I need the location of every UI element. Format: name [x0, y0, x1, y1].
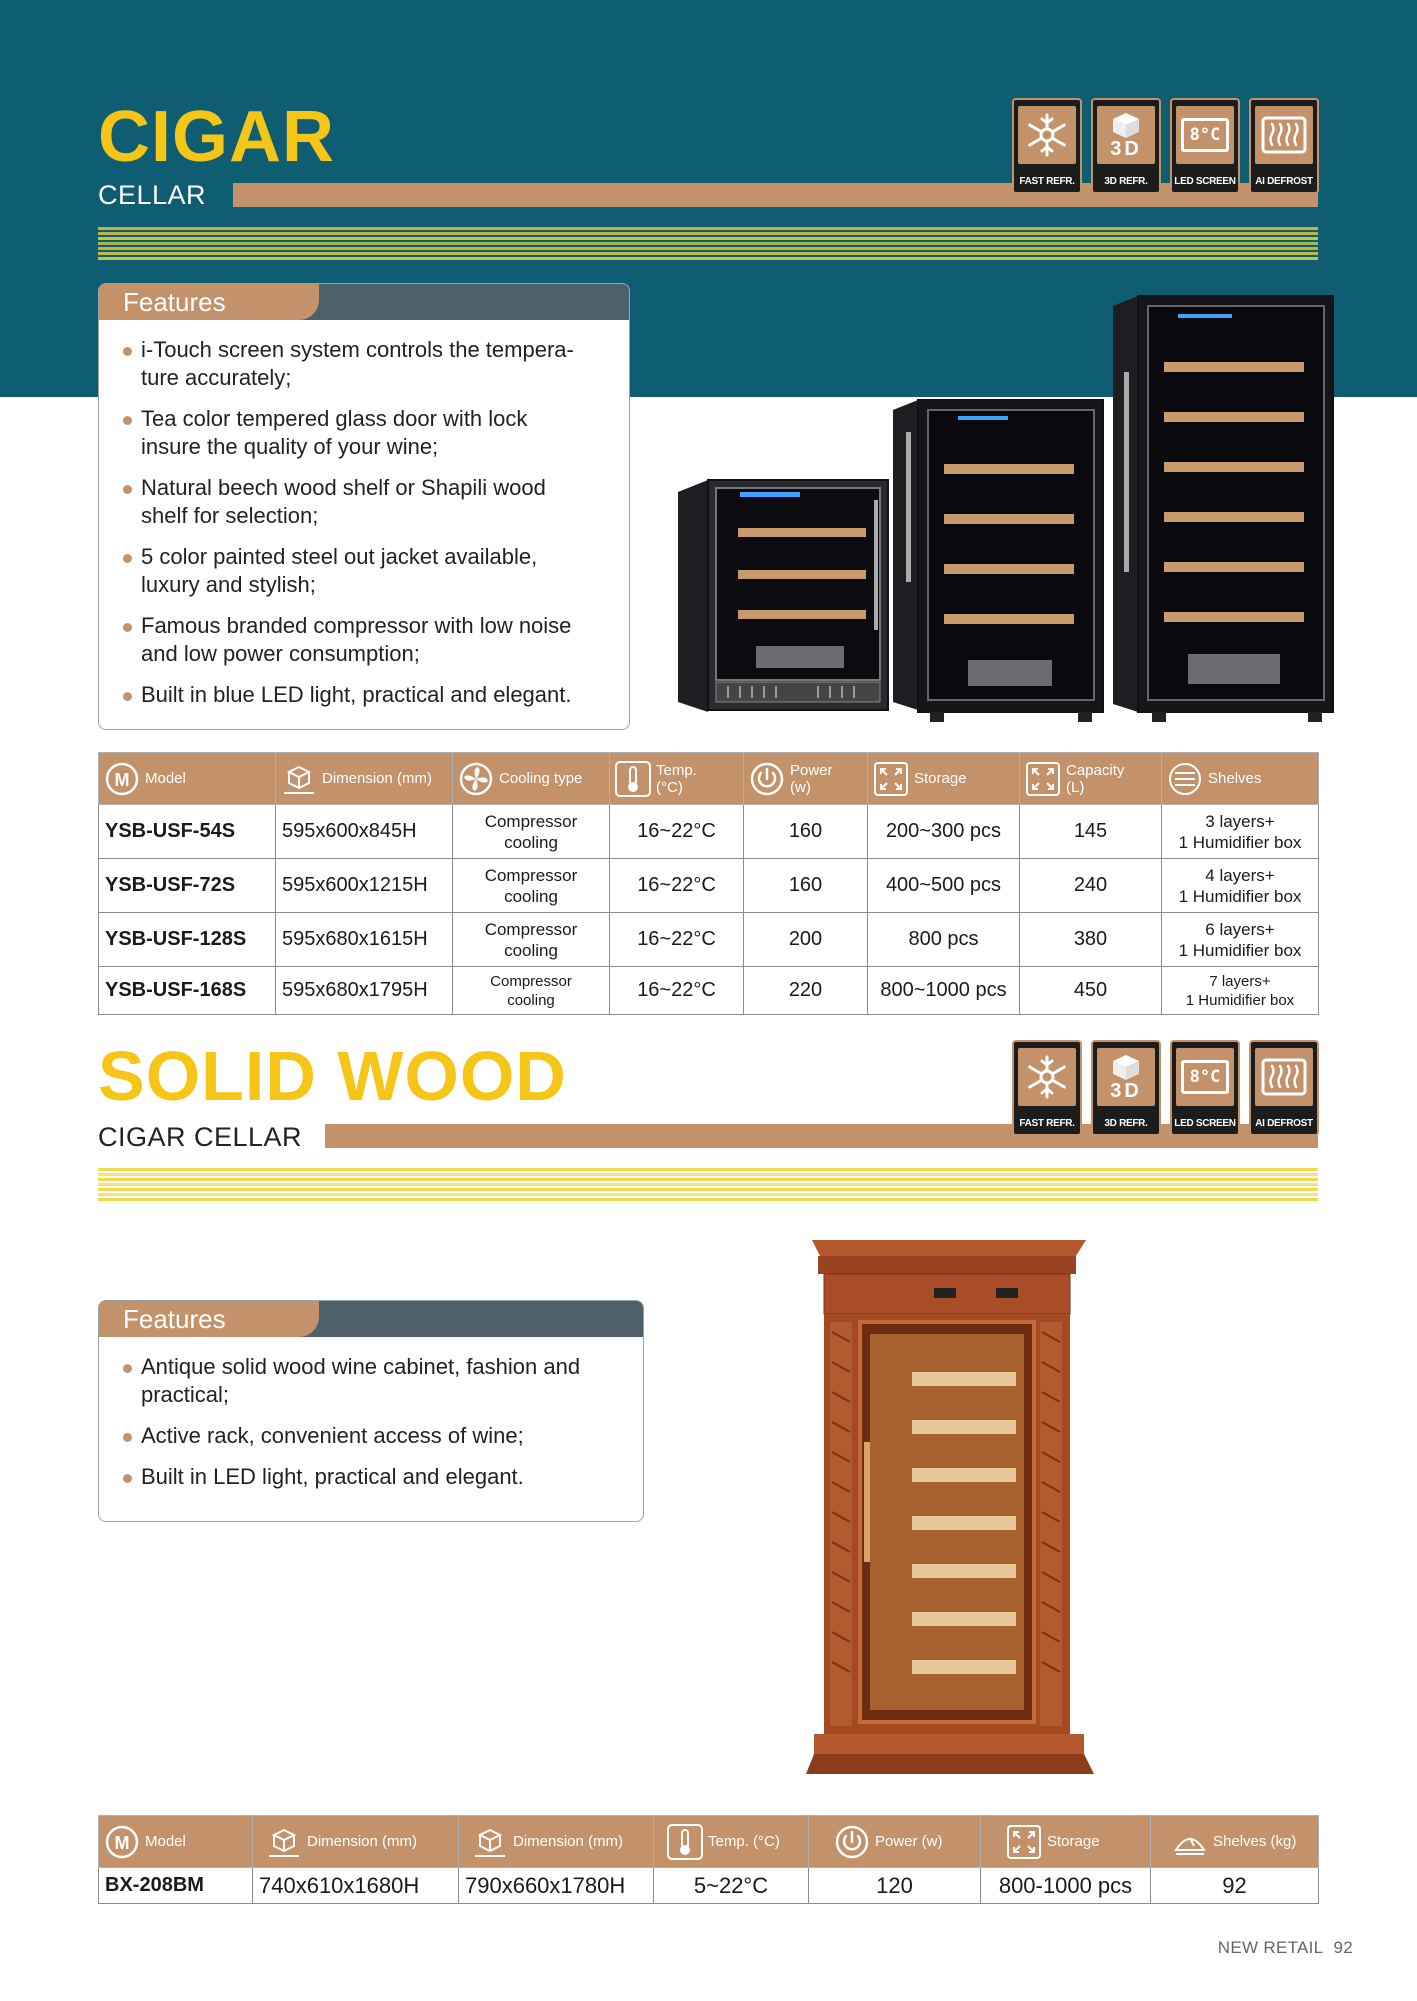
- power-icon: [749, 761, 785, 797]
- solid-wood-cabinet-photo: [800, 1222, 1100, 1794]
- storage-icon: [1006, 1824, 1042, 1860]
- shelves-icon: [1167, 761, 1203, 797]
- led-screen-icon: [1181, 1060, 1229, 1094]
- col-dimension-b-label: Dimension (mm): [513, 1833, 624, 1850]
- col-shelves: [1151, 1816, 1319, 1868]
- table-row: [99, 913, 1319, 967]
- col-shelves-label: Shelves: [1208, 770, 1262, 787]
- col-power: [809, 1816, 981, 1868]
- ai-defrost-badge: [1249, 1040, 1319, 1136]
- cell-model: YSB-USF-72S: [99, 859, 276, 913]
- cell-temp: 16~22°C: [610, 859, 744, 913]
- cell-temp: 16~22°C: [610, 805, 744, 859]
- col-storage: [868, 753, 1020, 805]
- col-shelves-label: Shelves (kg): [1213, 1833, 1297, 1850]
- cell-shelves: 3 layers+ 1 Humidifier box: [1162, 805, 1319, 859]
- led-screen-readout: 8°C: [1189, 1067, 1221, 1087]
- fast-refr-badge: [1012, 98, 1082, 194]
- led-screen-label: LED SCREEN: [1174, 176, 1236, 187]
- led-screen-badge: [1170, 1040, 1240, 1136]
- section1-features-list: [99, 320, 629, 709]
- page-footer: [1218, 1938, 1353, 1958]
- cell-power: 160: [744, 859, 868, 913]
- col-cooling: [453, 753, 610, 805]
- col-temp-label: Temp. (°C): [708, 1833, 780, 1850]
- 3d-refr-label: 3D REFR.: [1104, 1118, 1148, 1129]
- cell-shelves: 4 layers+ 1 Humidifier box: [1162, 859, 1319, 913]
- col-dimension-label: Dimension (mm): [322, 770, 433, 787]
- section1-spec-table: [98, 752, 1319, 1015]
- table-header-row: [99, 1816, 1319, 1868]
- cube-3d-icon: [1111, 111, 1141, 139]
- col-dimension-a: [253, 1816, 459, 1868]
- section2-features-panel: [98, 1300, 644, 1522]
- col-dimension-b: [459, 1816, 654, 1868]
- col-model-label: Model: [145, 770, 186, 787]
- scale-icon: [1172, 1824, 1208, 1860]
- cell-model: YSB-USF-54S: [99, 805, 276, 859]
- section2-stripes: [98, 1168, 1318, 1202]
- thermometer-icon: [615, 761, 651, 797]
- col-temp: [610, 753, 744, 805]
- ai-defrost-label: AI DEFROST: [1255, 176, 1313, 187]
- feature-item: Built in blue LED light, practical and elegant.: [121, 681, 591, 709]
- cell-dimension-b: 790x660x1780H: [459, 1868, 654, 1904]
- cell-model: YSB-USF-128S: [99, 913, 276, 967]
- snowflake-icon: [1023, 111, 1071, 159]
- defrost-icon: [1260, 1057, 1308, 1097]
- cellar-tall-image: [1113, 296, 1333, 722]
- cell-temp: 16~22°C: [610, 913, 744, 967]
- section2-spec-table: [98, 1815, 1319, 1904]
- col-capacity: [1020, 753, 1162, 805]
- defrost-icon: [1260, 115, 1308, 155]
- cell-shelves: 6 layers+ 1 Humidifier box: [1162, 913, 1319, 967]
- fast-refr-label: FAST REFR.: [1019, 1118, 1075, 1129]
- col-power-label: Power (w): [875, 1833, 943, 1850]
- ai-defrost-label: AI DEFROST: [1255, 1118, 1313, 1129]
- cell-dimension-a: 740x610x1680H: [253, 1868, 459, 1904]
- col-model: [99, 1816, 253, 1868]
- cellar-medium-image: [893, 400, 1103, 722]
- led-screen-badge: [1170, 98, 1240, 194]
- dimension-icon: [266, 1824, 302, 1860]
- col-temp: [654, 1816, 809, 1868]
- section1-features-heading: Features: [99, 284, 319, 320]
- cell-power: 120: [809, 1868, 981, 1904]
- section2-features-list: [99, 1337, 643, 1491]
- cell-power: 200: [744, 913, 868, 967]
- table-row: [99, 859, 1319, 913]
- col-power: [744, 753, 868, 805]
- section1-stripes: [98, 227, 1318, 261]
- col-power-label: Power: [790, 761, 833, 779]
- feature-item: 5 color painted steel out jacket available, luxury and stylish;: [121, 543, 591, 599]
- col-temp-unit: (°C): [656, 778, 683, 796]
- cell-storage: 800-1000 pcs: [981, 1868, 1151, 1904]
- capacity-icon: [1025, 761, 1061, 797]
- led-screen-readout: 8°C: [1189, 125, 1221, 145]
- cell-model: YSB-USF-168S: [99, 967, 276, 1015]
- table-header-row: [99, 753, 1319, 805]
- cell-dimension: 595x600x1215H: [276, 859, 453, 913]
- 3d-text: 3D: [1110, 138, 1142, 160]
- feature-item: i-Touch screen system controls the tempera- ture accurately;: [121, 336, 591, 392]
- feature-item: Natural beech wood shelf or Shapili wood shelf for selection;: [121, 474, 591, 530]
- cell-capacity: 450: [1020, 967, 1162, 1015]
- cell-dimension: 595x680x1615H: [276, 913, 453, 967]
- cell-dimension: 595x680x1795H: [276, 967, 453, 1015]
- col-cooling-label: Cooling type: [499, 770, 583, 787]
- cell-dimension: 595x600x845H: [276, 805, 453, 859]
- col-model: [99, 753, 276, 805]
- section2-subtitle: CIGAR CELLAR: [98, 1122, 303, 1152]
- cell-storage: 200~300 pcs: [868, 805, 1020, 859]
- cell-capacity: 145: [1020, 805, 1162, 859]
- col-shelves: [1162, 753, 1319, 805]
- cell-cooling: Compressor cooling: [453, 805, 610, 859]
- feature-item: Antique solid wood wine cabinet, fashion and practical;: [121, 1353, 591, 1409]
- section2-features-heading: Features: [99, 1301, 319, 1337]
- col-storage-label: Storage: [1047, 1833, 1100, 1850]
- led-screen-icon: [1181, 118, 1229, 152]
- section1-feature-icons: [1012, 98, 1319, 194]
- 3d-refr-label: 3D REFR.: [1104, 176, 1148, 187]
- footer-brand: NEW RETAIL: [1217, 1938, 1324, 1957]
- cell-storage: 800~1000 pcs: [868, 967, 1020, 1015]
- feature-item: Famous branded compressor with low noise and low power consumption;: [121, 612, 591, 668]
- cell-model: BX-208BM: [99, 1868, 253, 1904]
- model-icon: [104, 761, 140, 797]
- col-dimension: [276, 753, 453, 805]
- cell-power: 220: [744, 967, 868, 1015]
- section1-features-header: [99, 284, 629, 320]
- storage-icon: [873, 761, 909, 797]
- snowflake-icon: [1023, 1053, 1071, 1101]
- cellar-small-image: [678, 480, 888, 712]
- cube-3d-icon: [1111, 1053, 1141, 1081]
- col-storage-label: Storage: [914, 770, 967, 787]
- section1-subtitle: CELLAR: [98, 180, 207, 210]
- feature-item: Built in LED light, practical and elegant.: [121, 1463, 591, 1491]
- cigar-cellar-product-photo: [668, 292, 1368, 732]
- model-icon: [104, 1824, 140, 1860]
- cell-cooling: Compressor cooling: [453, 859, 610, 913]
- cell-temp: 5~22°C: [654, 1868, 809, 1904]
- feature-item: Active rack, convenient access of wine;: [121, 1422, 591, 1450]
- cell-capacity: 380: [1020, 913, 1162, 967]
- cell-shelves: 7 layers+ 1 Humidifier box: [1162, 967, 1319, 1015]
- 3d-refr-badge: [1091, 1040, 1161, 1136]
- cell-cooling: Compressor cooling: [453, 967, 610, 1015]
- fast-refr-badge: [1012, 1040, 1082, 1136]
- svg-text:M: M: [114, 769, 130, 790]
- col-capacity-label: Capacity: [1066, 761, 1125, 779]
- 3d-refr-badge: [1091, 98, 1161, 194]
- col-power-unit: (w): [790, 778, 811, 796]
- col-storage: [981, 1816, 1151, 1868]
- table-row: [99, 805, 1319, 859]
- section1-features-panel: [98, 283, 630, 730]
- cell-shelves: 92: [1151, 1868, 1319, 1904]
- 3d-text: 3D: [1110, 1080, 1142, 1102]
- fast-refr-label: FAST REFR.: [1019, 176, 1075, 187]
- cell-power: 160: [744, 805, 868, 859]
- col-capacity-unit: (L): [1066, 778, 1085, 796]
- cell-storage: 800 pcs: [868, 913, 1020, 967]
- fan-icon: [458, 761, 494, 797]
- section1-title: CIGAR: [98, 97, 335, 177]
- dimension-icon: [472, 1824, 508, 1860]
- feature-item: Tea color tempered glass door with lock insure the quality of your wine;: [121, 405, 591, 461]
- cell-temp: 16~22°C: [610, 967, 744, 1015]
- section2-title: SOLID WOOD: [98, 1037, 567, 1115]
- section2-features-header: [99, 1301, 643, 1337]
- cell-cooling: Compressor cooling: [453, 913, 610, 967]
- cell-storage: 400~500 pcs: [868, 859, 1020, 913]
- col-model-label: Model: [145, 1833, 186, 1850]
- ai-defrost-badge: [1249, 98, 1319, 194]
- cell-capacity: 240: [1020, 859, 1162, 913]
- section2-feature-icons: [1012, 1040, 1319, 1136]
- col-temp-label: Temp.: [656, 761, 697, 779]
- dimension-icon: [281, 761, 317, 797]
- col-dimension-a-label: Dimension (mm): [307, 1833, 418, 1850]
- svg-text:M: M: [114, 1832, 130, 1853]
- table-row: [99, 967, 1319, 1015]
- led-screen-label: LED SCREEN: [1174, 1118, 1236, 1129]
- thermometer-icon: [667, 1824, 703, 1860]
- table-row: [99, 1868, 1319, 1904]
- page-number: 92: [1333, 1938, 1353, 1957]
- power-icon: [834, 1824, 870, 1860]
